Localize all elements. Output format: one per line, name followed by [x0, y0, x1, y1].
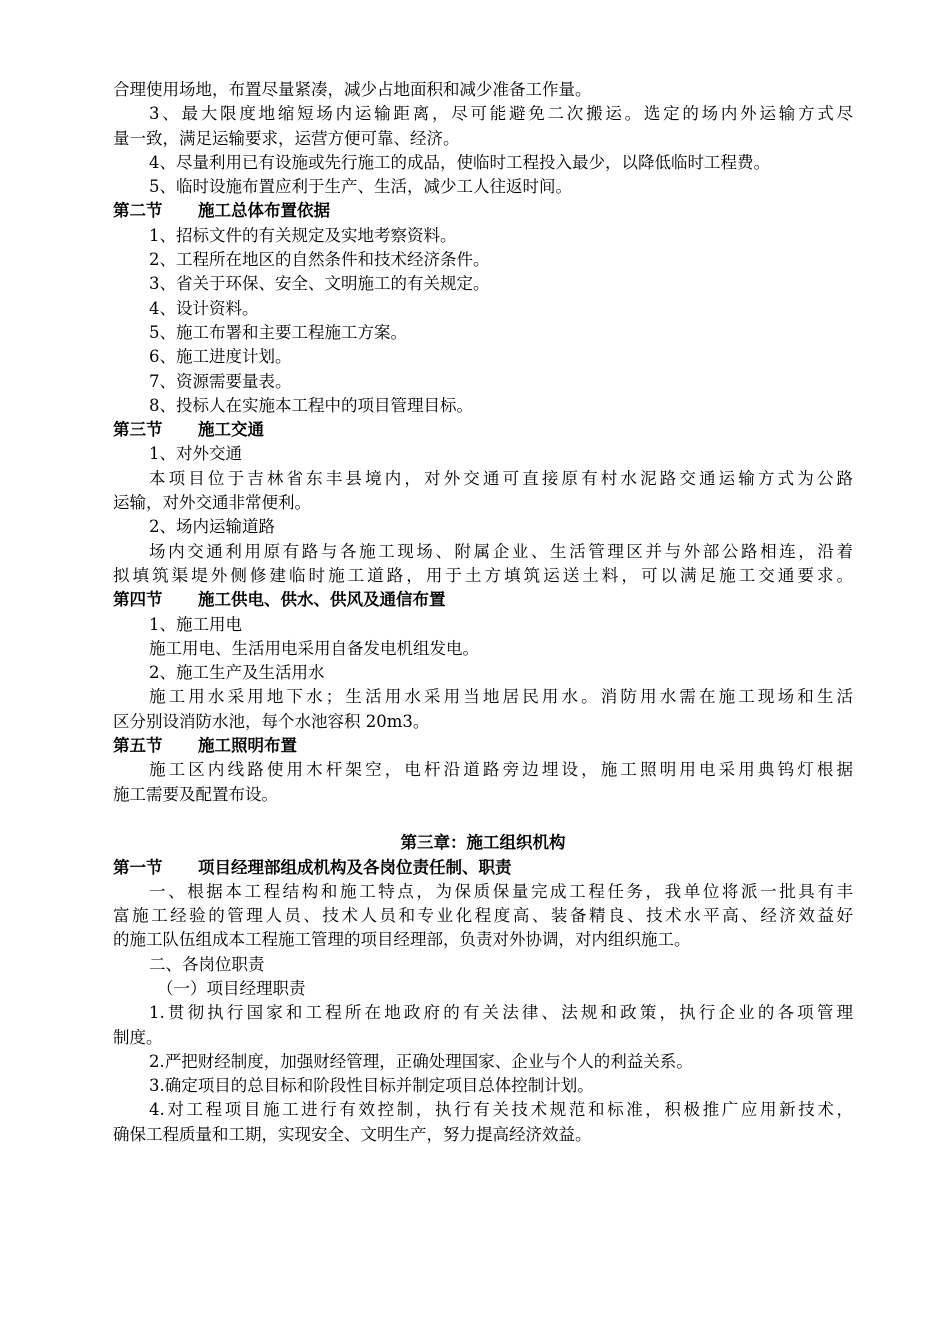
- subheading: 2、施工生产及生活用水: [149, 663, 325, 683]
- paragraph-line: 的施工队伍组成本工程施工管理的项目经理部，负责对外协调，对内组织施工。: [113, 930, 691, 950]
- section-heading: [113, 418, 853, 442]
- section-title: 施工交通: [198, 420, 264, 440]
- paragraph-line: 合理使用场地，布置尽量紧凑，减少占地面积和减少准备工作量。: [113, 80, 592, 99]
- section-title: 项目经理部组成机构及各岗位责任制、职责: [198, 857, 512, 877]
- paragraph-line: 制度。: [113, 1027, 163, 1047]
- list-item: 3、省关于环保、安全、文明施工的有关规定。: [149, 274, 490, 294]
- list-item: 1.贯彻执行国家和工程所在地政府的有关法律、法规和政策，执行企业的各项管理: [149, 1003, 853, 1023]
- subheading: 2、场内运输道路: [149, 517, 275, 537]
- list-item: 3.确定项目的总目标和阶段性目标并制定项目总体控制计划。: [149, 1076, 594, 1096]
- paragraph-line: 施工需要及配置布设。: [113, 784, 278, 804]
- section-heading: [113, 734, 853, 758]
- paragraph-line: 拟填筑渠堤外侧修建临时施工道路，用于土方填筑运送土料，可以满足施工交通要求。: [113, 565, 853, 585]
- paragraph-line: 施工用水采用地下水；生活用水采用当地居民用水。消防用水需在施工现场和生活: [149, 687, 853, 707]
- paragraph-line: 场内交通利用原有路与各施工现场、附属企业、生活管理区并与外部公路相连，沿着: [149, 541, 853, 561]
- section-number: 第二节: [113, 201, 163, 221]
- list-item: 6、施工进度计划。: [149, 347, 292, 367]
- list-item: 2.严把财经制度，加强财经管理，正确处理国家、企业与个人的利益关系。: [149, 1051, 693, 1071]
- section-title: 施工供电、供水、供风及通信布置: [198, 590, 446, 610]
- section-heading: [113, 199, 853, 223]
- blank-line: [113, 807, 853, 831]
- list-item: 1、招标文件的有关规定及实地考察资料。: [149, 225, 457, 245]
- list-item: 8、投标人在实施本工程中的项目管理目标。: [149, 395, 473, 415]
- section-number: 第三节: [113, 420, 163, 440]
- paragraph-line: 运输，对外交通非常便利。: [113, 493, 311, 513]
- section-number: 第五节: [113, 736, 163, 756]
- list-item: 7、资源需要量表。: [149, 371, 292, 391]
- section-heading: [113, 856, 853, 880]
- paragraph-line: 富施工经验的管理人员、技术人员和专业化程度高、装备精良、技术水平高、经济效益好: [113, 906, 853, 926]
- paragraph-line: 施工区内线路使用木杆架空，电杆沿道路旁边埋设，施工照明用电采用典钨灯根据: [149, 760, 853, 780]
- section-heading: [113, 588, 853, 612]
- paragraph-line: 量一致，满足运输要求，运营方便可靠、经济。: [113, 128, 460, 148]
- list-item: 5、施工布署和主要工程施工方案。: [149, 322, 407, 342]
- subheading: 1、施工用电: [149, 614, 242, 634]
- section-number: 第四节: [113, 590, 163, 610]
- paragraph-line: 3、最大限度地缩短场内运输距离，尽可能避免二次搬运。选定的场内外运输方式尽: [149, 104, 853, 124]
- list-item: 4.对工程项目施工进行有效控制，执行有关技术规范和标准，积极推广应用新技术，: [149, 1100, 853, 1120]
- list-item: 4、设计资料。: [149, 298, 259, 318]
- chapter-title: 第三章：施工组织机构: [400, 833, 566, 853]
- section-title: 施工总体布置依据: [198, 201, 330, 221]
- paragraph-line: 一、根据本工程结构和施工特点，为保质保量完成工程任务，我单位将派一批具有丰: [149, 881, 853, 901]
- paragraph-line: 本项目位于吉林省东丰县境内，对外交通可直接原有村水泥路交通运输方式为公路: [149, 468, 853, 488]
- paragraph-line: 5、临时设施布置应利于生产、生活，减少工人往返时间。: [149, 177, 572, 197]
- section-title: 施工照明布置: [198, 736, 297, 756]
- paragraph-line: 4、尽量利用已有设施或先行施工的成品，使临时工程投入最少，以降低临时工程费。: [149, 152, 770, 172]
- subheading: （一）项目经理职责: [157, 978, 306, 998]
- subheading: 二、各岗位职责: [149, 954, 265, 974]
- paragraph-line: 区分别设消防水池，每个水池容积 20m3。: [113, 711, 430, 731]
- paragraph-line: 施工用电、生活用电采用自备发电机组发电。: [149, 638, 479, 658]
- section-number: 第一节: [113, 857, 163, 877]
- subheading: 1、对外交通: [149, 444, 242, 464]
- paragraph-line: 确保工程质量和工期，实现安全、文明生产，努力提高经济效益。: [113, 1124, 592, 1144]
- list-item: 2、工程所在地区的自然条件和技术经济条件。: [149, 250, 490, 270]
- document-page: [113, 78, 853, 1147]
